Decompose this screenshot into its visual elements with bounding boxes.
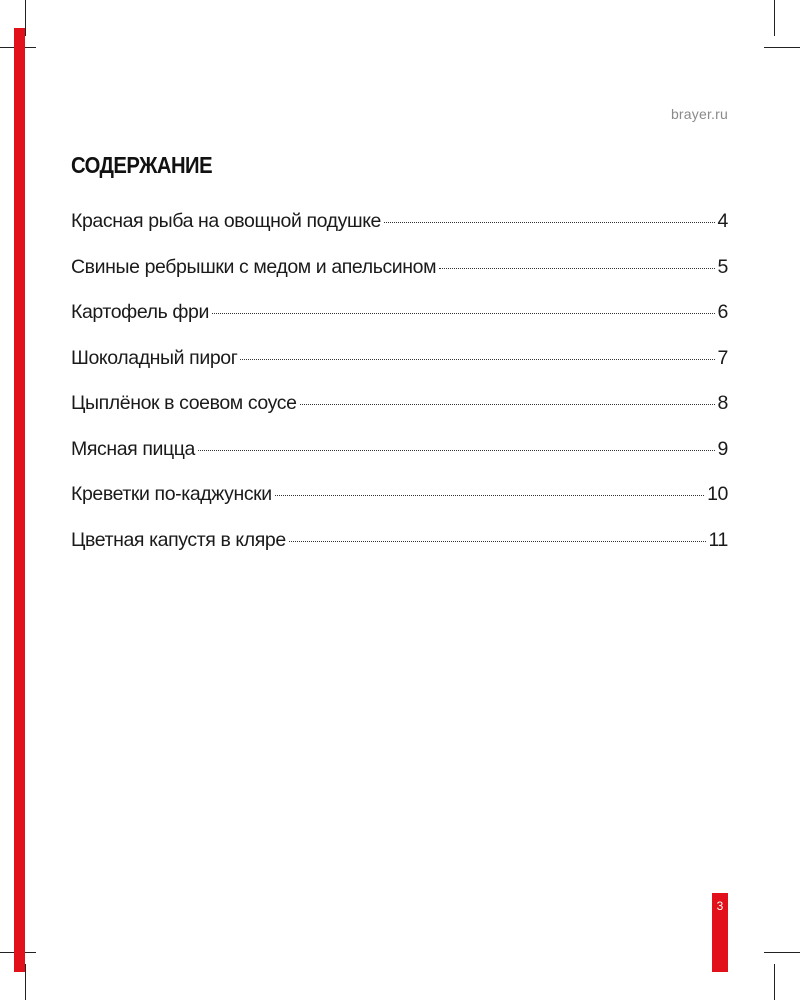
toc-entry-label: Мясная пицца — [71, 437, 195, 460]
toc-entry-page: 4 — [717, 210, 728, 232]
dot-leader — [198, 450, 715, 451]
toc-entry[interactable] — [71, 347, 728, 393]
dot-leader — [439, 268, 714, 269]
dot-leader — [300, 404, 715, 405]
page-number-badge: 3 — [712, 893, 728, 972]
toc-entry[interactable] — [71, 529, 728, 575]
toc-entry[interactable] — [71, 210, 728, 256]
dot-leader — [240, 359, 714, 360]
toc-entry-page: 11 — [708, 528, 728, 551]
dot-leader — [212, 313, 715, 314]
toc-entry[interactable] — [71, 256, 728, 302]
toc-entry-label: Свиные ребрышки с медом и апельсином — [71, 255, 437, 278]
toc-entry-page: 7 — [717, 346, 728, 369]
crop-mark-top-left — [25, 0, 26, 36]
page-title: СОДЕРЖАНИЕ — [71, 152, 213, 178]
table-of-contents — [71, 210, 728, 574]
toc-entry-page: 8 — [717, 392, 728, 414]
red-spine-bar — [14, 28, 25, 972]
toc-entry-page: 10 — [707, 483, 728, 505]
toc-entry-label: Креветки по-каджунски — [71, 483, 272, 505]
dot-leader — [275, 495, 704, 496]
toc-entry-label: Шоколадный пирог — [71, 346, 238, 369]
site-name: brayer.ru — [670, 106, 728, 122]
toc-entry-label: Цветная капустя в кляре — [71, 528, 286, 551]
toc-entry-label: Картофель фри — [71, 301, 209, 323]
crop-mark-bottom-right-h — [764, 952, 800, 953]
toc-entry[interactable] — [71, 483, 728, 529]
toc-entry-page: 5 — [717, 255, 728, 278]
crop-mark-top-right-h — [764, 47, 800, 48]
dot-leader — [384, 222, 715, 223]
toc-entry-page: 6 — [717, 301, 728, 323]
toc-entry-page: 9 — [717, 437, 728, 460]
crop-mark-top-right — [774, 0, 775, 36]
toc-entry[interactable] — [71, 301, 728, 347]
dot-leader — [289, 541, 706, 542]
crop-mark-bottom-left — [25, 964, 26, 1000]
toc-entry-label: Цыплёнок в соевом соусе — [71, 392, 297, 414]
crop-mark-bottom-right — [774, 964, 775, 1000]
toc-entry[interactable] — [71, 392, 728, 438]
toc-entry[interactable] — [71, 438, 728, 484]
toc-entry-label: Красная рыба на овощной подушке — [71, 210, 382, 232]
